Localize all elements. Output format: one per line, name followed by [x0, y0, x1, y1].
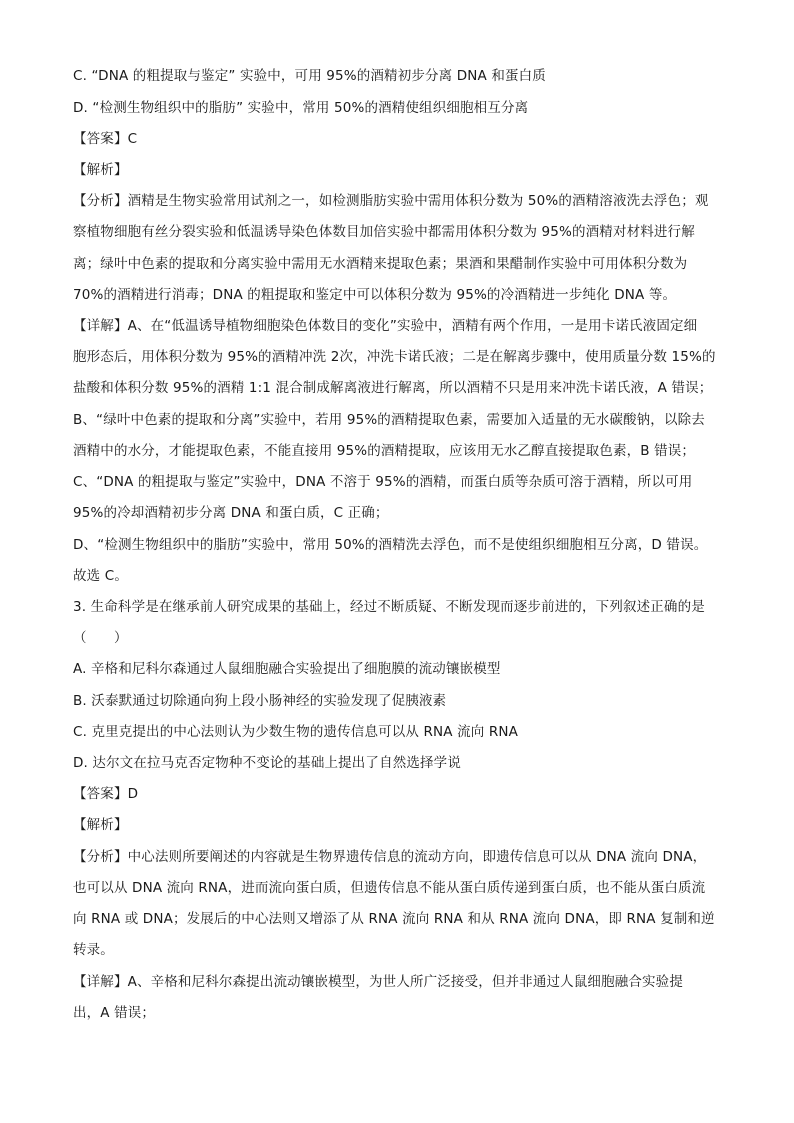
option-d-line: D. 达尔文在拉马克否定物种不变论的基础上提出了自然选择学说: [73, 755, 461, 771]
analysis-heading: 【解析】: [73, 162, 128, 178]
detail-line: 酒精中的水分，才能提取色素，不能直接用 95%的酒精提取，应该用无水乙醇直接提取色素，B 错误；: [73, 443, 696, 459]
option-c-line: C. “DNA 的粗提取与鉴定” 实验中，可用 95%的酒精初步分离 DNA 和蛋白质: [73, 68, 546, 84]
analysis-line: 【分析】酒精是生物实验常用试剂之一，如检测脂肪实验中需用体积分数为 50%的酒精溶液洗去浮色；观: [73, 193, 709, 209]
detail-line: B、“绿叶中色素的提取和分离”实验中，若用 95%的酒精提取色素，需要加入适量的无水碳酸钠，以除去: [73, 412, 705, 428]
question-3-bracket: （ ）: [73, 630, 128, 646]
detail-line: C、“DNA 的粗提取与鉴定”实验中，DNA 不溶于 95%的酒精，而蛋白质等杂质可溶于酒精，所以可用: [73, 474, 693, 490]
analysis-line: 离；绿叶中色素的提取和分离实验中需用无水酒精来提取色素；果酒和果醋制作实验中可用体积分数为: [73, 256, 688, 272]
detail-line: 盐酸和体积分数 95%的酒精 1:1 混合制成解离液进行解离，所以酒精不只是用来冲洗卡诺氏液，A 错误；: [73, 380, 713, 396]
option-a-line: A. 辛格和尼科尔森通过人鼠细胞融合实验提出了细胞膜的流动镶嵌模型: [73, 661, 501, 677]
question-3-stem: 3. 生命科学是在继承前人研究成果的基础上，经过不断质疑、不断发现而逐步前进的，下列叙述正确的是: [73, 599, 705, 615]
answer-line: 【答案】C: [73, 131, 138, 147]
detail-line: 【详解】A、辛格和尼科尔森提出流动镶嵌模型，为世人所广泛接受，但并非通过人鼠细胞融合实验提: [73, 974, 683, 990]
option-b-line: B. 沃泰默通过切除通向狗上段小肠神经的实验发现了促胰液素: [73, 693, 447, 709]
detail-line: D、“检测生物组织中的脂肪”实验中，常用 50%的酒精洗去浮色，而不是使组织细胞相互分离，D 错误。: [73, 537, 708, 553]
conclusion-line: 故选 C。: [73, 568, 128, 584]
analysis-line: 也可以从 DNA 流向 RNA，进而流向蛋白质，但遗传信息不能从蛋白质传递到蛋白质，也不能从蛋白质流: [73, 880, 706, 896]
analysis-line: 察植物细胞有丝分裂实验和低温诱导染色体数目加倍实验中都需用体积分数为 95%的酒精对材料进行解: [73, 224, 695, 240]
analysis-line: 向 RNA 或 DNA；发展后的中心法则又增添了从 RNA 流向 RNA 和从 RNA 流向 DNA，即 RNA 复制和逆: [73, 911, 715, 927]
answer-line: 【答案】D: [73, 786, 139, 802]
detail-line: 【详解】A、在“低温诱导植物细胞染色体数目的变化”实验中，酒精有两个作用，一是用卡诺氏液固定细: [73, 318, 698, 334]
detail-line: 胞形态后，用体积分数为 95%的酒精冲洗 2次，冲洗卡诺氏液；二是在解离步骤中，使用质量分数 15%的: [73, 349, 716, 365]
analysis-line: 【分析】中心法则所要阐述的内容就是生物界遗传信息的流动方向，即遗传信息可以从 DNA 流向 DNA，: [73, 849, 707, 865]
detail-line: 95%的冷却酒精初步分离 DNA 和蛋白质，C 正确；: [73, 505, 389, 521]
analysis-line: 70%的酒精进行消毒；DNA 的粗提取和鉴定中可以体积分数为 95%的冷酒精进一步纯化 DNA 等。: [73, 287, 677, 303]
analysis-line: 转录。: [73, 942, 114, 958]
detail-line: 出，A 错误；: [73, 1005, 156, 1021]
option-d-line: D. “检测生物组织中的脂肪” 实验中，常用 50%的酒精使组织细胞相互分离: [73, 100, 529, 116]
analysis-heading: 【解析】: [73, 817, 128, 833]
option-c-line: C. 克里克提出的中心法则认为少数生物的遗传信息可以从 RNA 流向 RNA: [73, 724, 519, 740]
